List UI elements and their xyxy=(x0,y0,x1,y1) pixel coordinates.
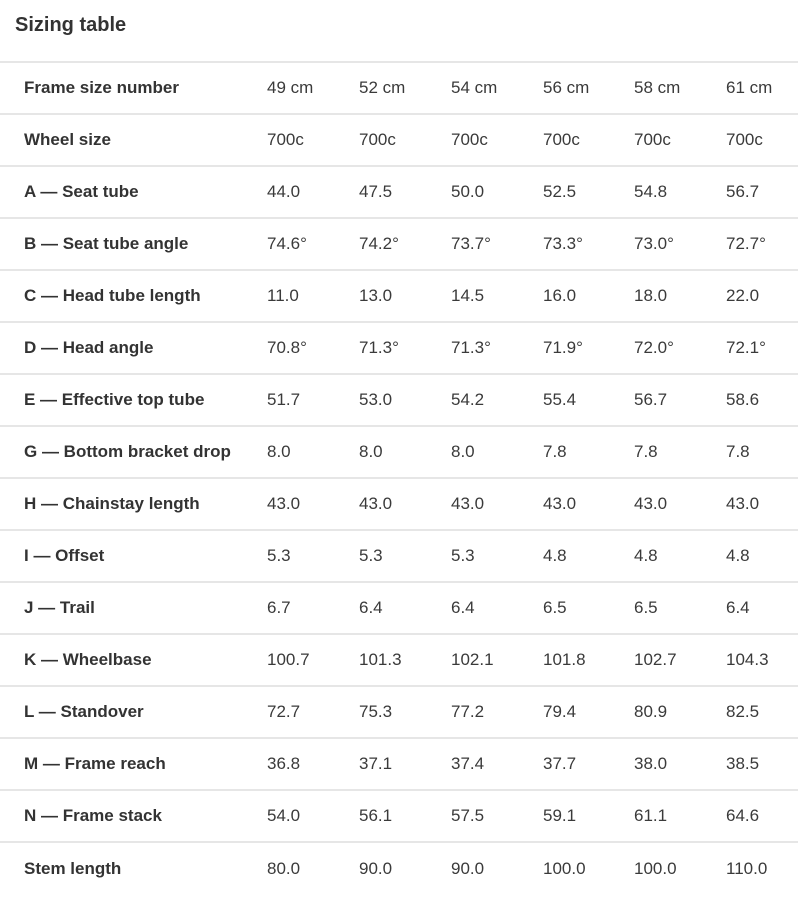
table-cell: 74.6° xyxy=(267,234,307,253)
table-cell: 70.8° xyxy=(267,338,307,357)
table-row xyxy=(0,114,798,166)
row-label: C — Head tube length xyxy=(24,286,201,305)
table-cell: 18.0 xyxy=(634,286,668,305)
table-cell: 73.3° xyxy=(543,234,583,253)
table-cell: 73.0° xyxy=(634,234,674,253)
table-cell: 72.1° xyxy=(726,338,766,357)
table-cell: 100.7 xyxy=(267,650,310,669)
table-cell: 56.7 xyxy=(634,390,668,409)
table-cell: 6.7 xyxy=(267,598,291,617)
table-cell: 55.4 xyxy=(543,390,577,409)
table-cell: 54.0 xyxy=(267,806,301,825)
table-cell: 71.3° xyxy=(451,338,491,357)
table-cell: 72.7 xyxy=(267,702,301,721)
table-cell: 52.5 xyxy=(543,182,577,201)
table-cell: 56 cm xyxy=(543,78,590,97)
row-label: H — Chainstay length xyxy=(24,494,200,513)
table-cell: 101.3 xyxy=(359,650,402,669)
table-cell: 53.0 xyxy=(359,390,393,409)
table-cell: 61 cm xyxy=(726,78,773,97)
table-cell: 64.6 xyxy=(726,806,760,825)
table-cell: 38.0 xyxy=(634,754,668,773)
row-label: D — Head angle xyxy=(24,338,154,357)
table-cell: 22.0 xyxy=(726,286,760,305)
table-cell: 90.0 xyxy=(359,858,393,878)
table-cell: 47.5 xyxy=(359,182,393,201)
table-cell: 102.1 xyxy=(451,650,494,669)
table-cell: 43.0 xyxy=(726,494,760,513)
table-cell: 54.8 xyxy=(634,182,668,201)
row-label: B — Seat tube angle xyxy=(24,234,189,253)
table-cell: 6.4 xyxy=(451,598,475,617)
table-row xyxy=(0,270,798,322)
table-row xyxy=(0,634,798,686)
table-row xyxy=(0,842,798,894)
table-cell: 5.3 xyxy=(359,546,383,565)
table-cell: 7.8 xyxy=(726,442,750,461)
table-cell: 80.0 xyxy=(267,858,301,878)
table-cell: 54 cm xyxy=(451,78,498,97)
table-cell: 58 cm xyxy=(634,78,681,97)
table-cell: 101.8 xyxy=(543,650,586,669)
table-cell: 5.3 xyxy=(267,546,291,565)
table-cell: 700c xyxy=(267,130,304,149)
table-cell: 71.9° xyxy=(543,338,583,357)
table-cell: 90.0 xyxy=(451,858,485,878)
table-cell: 37.4 xyxy=(451,754,485,773)
row-label: E — Effective top tube xyxy=(24,390,205,409)
sizing-table-body xyxy=(0,62,798,894)
table-cell: 79.4 xyxy=(543,702,577,721)
table-row xyxy=(0,426,798,478)
table-cell: 4.8 xyxy=(634,546,658,565)
table-cell: 8.0 xyxy=(451,442,475,461)
table-cell: 5.3 xyxy=(451,546,475,565)
table-cell: 43.0 xyxy=(359,494,393,513)
table-cell: 4.8 xyxy=(543,546,567,565)
table-cell: 77.2 xyxy=(451,702,485,721)
row-label: K — Wheelbase xyxy=(24,650,152,669)
row-label: Frame size number xyxy=(24,78,179,97)
table-cell: 54.2 xyxy=(451,390,485,409)
row-label: M — Frame reach xyxy=(24,754,166,773)
table-row xyxy=(0,374,798,426)
table-cell: 82.5 xyxy=(726,702,760,721)
table-cell: 44.0 xyxy=(267,182,301,201)
row-label: A — Seat tube xyxy=(24,182,139,201)
table-row xyxy=(0,218,798,270)
table-cell: 14.5 xyxy=(451,286,485,305)
table-cell: 6.4 xyxy=(726,598,750,617)
table-cell: 43.0 xyxy=(267,494,301,513)
table-cell: 75.3 xyxy=(359,702,393,721)
table-cell: 58.6 xyxy=(726,390,760,409)
table-row xyxy=(0,582,798,634)
table-cell: 57.5 xyxy=(451,806,485,825)
table-cell: 700c xyxy=(634,130,671,149)
row-label: J — Trail xyxy=(24,598,95,617)
table-cell: 43.0 xyxy=(543,494,577,513)
table-cell: 36.8 xyxy=(267,754,301,773)
table-cell: 43.0 xyxy=(634,494,668,513)
table-cell: 56.1 xyxy=(359,806,393,825)
table-cell: 16.0 xyxy=(543,286,577,305)
table-cell: 52 cm xyxy=(359,78,406,97)
table-cell: 11.0 xyxy=(267,286,299,305)
table-cell: 49 cm xyxy=(267,78,314,97)
table-cell: 100.0 xyxy=(543,858,586,878)
sizing-table xyxy=(0,61,798,894)
table-cell: 13.0 xyxy=(359,286,393,305)
table-cell: 102.7 xyxy=(634,650,677,669)
table-cell: 74.2° xyxy=(359,234,399,253)
table-cell: 8.0 xyxy=(267,442,291,461)
table-cell: 6.4 xyxy=(359,598,383,617)
table-row xyxy=(0,530,798,582)
table-cell: 700c xyxy=(451,130,488,149)
table-cell: 100.0 xyxy=(634,858,677,878)
table-cell: 37.7 xyxy=(543,754,577,773)
table-cell: 61.1 xyxy=(634,806,668,825)
table-cell: 4.8 xyxy=(726,546,750,565)
table-cell: 73.7° xyxy=(451,234,491,253)
table-row xyxy=(0,62,798,114)
table-cell: 80.9 xyxy=(634,702,668,721)
table-cell: 700c xyxy=(726,130,763,149)
table-cell: 8.0 xyxy=(359,442,383,461)
table-row xyxy=(0,686,798,738)
row-label: I — Offset xyxy=(24,546,105,565)
table-cell: 59.1 xyxy=(543,806,577,825)
table-cell: 72.7° xyxy=(726,234,766,253)
table-cell: 6.5 xyxy=(543,598,567,617)
table-cell: 7.8 xyxy=(634,442,658,461)
page-title: Sizing table xyxy=(15,14,127,36)
table-cell: 700c xyxy=(543,130,580,149)
table-cell: 7.8 xyxy=(543,442,567,461)
table-cell: 50.0 xyxy=(451,182,485,201)
table-cell: 700c xyxy=(359,130,396,149)
table-cell: 71.3° xyxy=(359,338,399,357)
row-label: L — Standover xyxy=(24,702,144,721)
row-label: G — Bottom bracket drop xyxy=(24,442,231,461)
row-label: Stem length xyxy=(24,858,122,878)
table-cell: 6.5 xyxy=(634,598,658,617)
table-row xyxy=(0,322,798,374)
table-row xyxy=(0,738,798,790)
table-cell: 38.5 xyxy=(726,754,760,773)
row-label: Wheel size xyxy=(24,130,111,149)
table-row xyxy=(0,166,798,218)
row-label: N — Frame stack xyxy=(24,806,162,825)
table-cell: 51.7 xyxy=(267,390,301,409)
table-row xyxy=(0,478,798,530)
table-cell: 37.1 xyxy=(359,754,393,773)
table-cell: 110.0 xyxy=(726,858,768,878)
table-cell: 56.7 xyxy=(726,182,760,201)
table-cell: 72.0° xyxy=(634,338,674,357)
table-cell: 104.3 xyxy=(726,650,769,669)
table-cell: 43.0 xyxy=(451,494,485,513)
table-row xyxy=(0,790,798,842)
